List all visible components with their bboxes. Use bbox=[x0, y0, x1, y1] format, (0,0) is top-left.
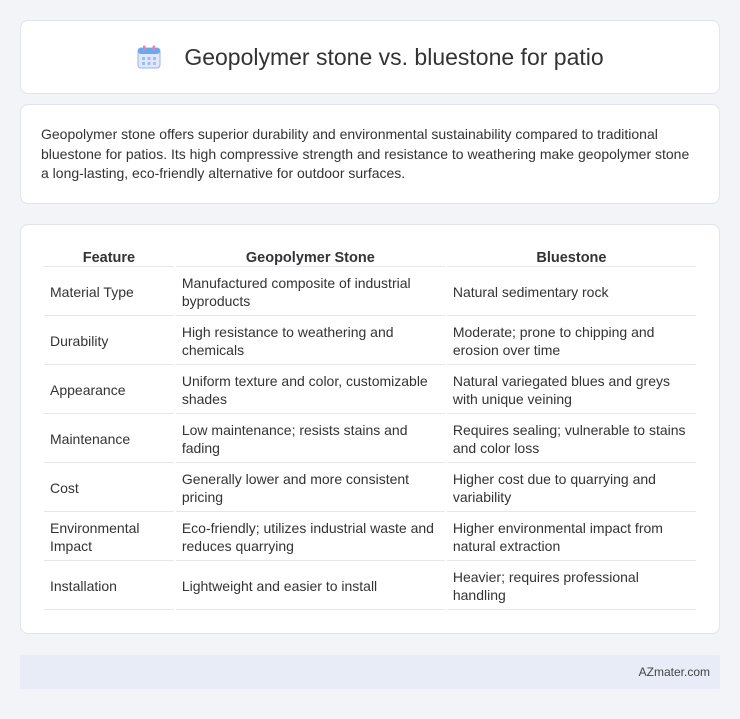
bluestone-cell: Heavier; requires professional handling bbox=[447, 563, 696, 610]
bluestone-cell: Higher cost due to quarrying and variability bbox=[447, 465, 696, 512]
footer-brand: AZmater.com bbox=[638, 665, 710, 679]
feature-cell: Maintenance bbox=[44, 416, 174, 463]
geopolymer-cell: Eco-friendly; utilizes industrial waste and reduces quarrying bbox=[176, 514, 445, 561]
bluestone-cell: Higher environmental impact from natural extraction bbox=[447, 514, 696, 561]
geopolymer-cell: Low maintenance; resists stains and fading bbox=[176, 416, 445, 463]
comparison-table bbox=[42, 245, 698, 612]
feature-cell: Cost bbox=[44, 465, 174, 512]
bluestone-cell: Natural variegated blues and greys with unique veining bbox=[447, 367, 696, 414]
comparison-table-card bbox=[20, 224, 720, 634]
feature-cell: Appearance bbox=[44, 367, 174, 414]
header-geopolymer-stone: Geopolymer Stone bbox=[176, 247, 445, 267]
geopolymer-cell: Uniform texture and color, customizable shades bbox=[176, 367, 445, 414]
table-row bbox=[44, 318, 696, 365]
feature-cell: Environmental Impact bbox=[44, 514, 174, 561]
intro-text: Geopolymer stone offers superior durability and environmental sustainability compared to traditional bluestone for patios. Its high compressive strength and resistance to weathering make geopolymer stone a long-lasting, eco-friendly alternative for outdoor surfaces. bbox=[41, 126, 690, 181]
geopolymer-cell: High resistance to weathering and chemicals bbox=[176, 318, 445, 365]
feature-cell: Durability bbox=[44, 318, 174, 365]
table-header-row bbox=[44, 247, 696, 267]
geopolymer-cell: Generally lower and more consistent pricing bbox=[176, 465, 445, 512]
bluestone-cell: Requires sealing; vulnerable to stains and color loss bbox=[447, 416, 696, 463]
header-feature: Feature bbox=[44, 247, 174, 267]
bluestone-cell: Moderate; prone to chipping and erosion over time bbox=[447, 318, 696, 365]
calendar-icon bbox=[136, 44, 162, 70]
feature-cell: Installation bbox=[44, 563, 174, 610]
table-row bbox=[44, 367, 696, 414]
intro-card bbox=[20, 104, 720, 204]
header-bluestone: Bluestone bbox=[447, 247, 696, 267]
title-card bbox=[20, 20, 720, 94]
table-row bbox=[44, 465, 696, 512]
geopolymer-cell: Lightweight and easier to install bbox=[176, 563, 445, 610]
table-row bbox=[44, 416, 696, 463]
bluestone-cell: Natural sedimentary rock bbox=[447, 269, 696, 316]
table-row bbox=[44, 514, 696, 561]
feature-cell: Material Type bbox=[44, 269, 174, 316]
footer bbox=[20, 655, 720, 689]
geopolymer-cell: Manufactured composite of industrial byproducts bbox=[176, 269, 445, 316]
table-row bbox=[44, 269, 696, 316]
page-title: Geopolymer stone vs. bluestone for patio bbox=[184, 43, 604, 70]
table-row bbox=[44, 563, 696, 610]
